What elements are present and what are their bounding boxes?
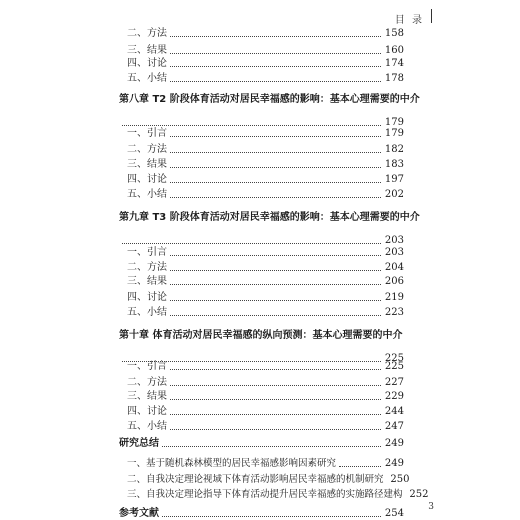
toc-page-number: 223 [384,307,404,318]
toc-entry-label: 三、自我决定理论指导下体育活动提升居民幸福感的实施路径建构 [127,489,403,500]
toc-entry-label: 一、基于随机森林模型的居民幸福感影响因素研究 [127,458,337,469]
toc-entry-row[interactable] [119,359,404,373]
toc-page-number: 203 [384,247,404,258]
toc-entry-label: 二、自我决定理论视域下体育活动影响居民幸福感的机制研究 [127,474,384,485]
page-number: 3 [428,502,434,512]
toc-entry-row[interactable] [119,487,429,501]
dot-leader [170,428,381,430]
dot-leader [170,80,381,82]
toc-entry-label: 五、小结 [127,73,167,84]
toc-entry-row[interactable] [119,375,404,389]
chapter-heading[interactable]: 第八章 T2 阶段体育活动对居民幸福感的影响：基本心理需要的中介 [119,94,420,105]
toc-entry-row[interactable] [119,126,404,140]
toc-page-number: 247 [384,421,404,432]
toc-entry-label: 参考文献 [119,508,159,519]
dot-leader [162,445,381,447]
dot-leader [170,65,381,67]
toc-entry-label: 四、讨论 [127,174,167,185]
dot-leader [170,151,381,153]
toc-page-number: 254 [384,508,404,519]
toc-entry-row[interactable] [119,419,404,433]
toc-entry-row[interactable] [119,172,404,186]
dot-leader [170,254,381,256]
toc-page-number: 227 [384,377,404,388]
toc-entry-row[interactable] [119,260,404,274]
toc-page-number: 160 [384,45,404,56]
toc-entry-label: 五、小结 [127,307,167,318]
header-divider [431,9,432,23]
toc-page-number: 249 [384,458,404,469]
dot-leader [170,181,381,183]
dot-leader [170,299,381,301]
toc-entry-label: 四、讨论 [127,292,167,303]
toc-page-number: 225 [384,353,404,364]
toc-entry-label: 二、方法 [127,144,167,155]
toc-entry-row[interactable] [119,274,404,288]
chapter-heading[interactable]: 第九章 T3 阶段体育活动对居民幸福感的影响：基本心理需要的中介 [119,212,420,223]
toc-page-number: 249 [384,438,404,449]
toc-page-number: 183 [384,159,404,170]
dot-leader [170,314,381,316]
toc-entry-label: 研究总结 [119,438,159,449]
dot-leader [170,166,381,168]
toc-entry-row[interactable] [119,472,410,486]
dot-leader [170,52,381,54]
toc-entry-row[interactable] [119,305,404,319]
dot-leader [339,465,381,467]
toc-entry-label: 二、方法 [127,262,167,273]
dot-leader [170,398,381,400]
toc-page-number: 178 [384,73,404,84]
toc-page-number: 206 [384,276,404,287]
toc-page-number: 179 [384,128,404,139]
dot-leader [170,135,381,137]
toc-page-number: 158 [384,28,404,39]
toc-entry-label: 二、方法 [127,28,167,39]
toc-page-number: 203 [384,235,404,246]
toc-section-row[interactable] [119,436,404,450]
dot-leader [170,368,381,370]
toc-entry-label: 二、方法 [127,377,167,388]
dot-leader [170,196,381,198]
toc-entry-label: 三、结果 [127,45,167,56]
toc-entry-label: 一、引言 [127,128,167,139]
toc-entry-row[interactable] [119,26,404,40]
dot-leader [170,384,381,386]
toc-page-number: 174 [384,58,404,69]
dot-leader [170,283,381,285]
toc-page-number: 250 [390,474,410,485]
dot-leader [170,269,381,271]
toc-entry-row[interactable] [119,56,404,70]
toc-page-number: 229 [384,391,404,402]
toc-entry-row[interactable] [119,142,404,156]
toc-entry-row[interactable] [119,389,404,403]
dot-leader [170,35,381,37]
toc-entry-row[interactable] [119,71,404,85]
toc-entry-label: 三、结果 [127,391,167,402]
toc-page-number: 197 [384,174,404,185]
dot-leader [170,413,381,415]
toc-section-row[interactable] [119,506,404,520]
toc-entry-label: 五、小结 [127,189,167,200]
toc-entry-label: 四、讨论 [127,406,167,417]
toc-page-number: 179 [384,117,404,128]
toc-entry-label: 三、结果 [127,276,167,287]
toc-entry-row[interactable] [119,157,404,171]
toc-entry-label: 一、引言 [127,247,167,258]
toc-entry-row[interactable] [119,187,404,201]
chapter-heading[interactable]: 第十章 体育活动对居民幸福感的纵向预测：基本心理需要的中介 [119,330,403,341]
toc-entry-row[interactable] [119,290,404,304]
toc-entry-label: 五、小结 [127,421,167,432]
toc-entry-row[interactable] [119,456,404,470]
toc-entry-row[interactable] [119,245,404,259]
toc-entry-label: 四、讨论 [127,58,167,69]
header-title: 目 录 [394,15,424,26]
toc-entry-row[interactable] [119,43,404,57]
toc-page-number: 202 [384,189,404,200]
toc-entry-label: 三、结果 [127,159,167,170]
toc-page-number: 244 [384,406,404,417]
toc-page-number: 219 [384,292,404,303]
dot-leader [122,242,381,244]
toc-entry-row[interactable] [119,404,404,418]
toc-page-number: 182 [384,144,404,155]
toc-entry-label: 一、引言 [127,361,167,372]
toc-page-number: 204 [384,262,404,273]
toc-page-number: 225 [384,361,404,372]
dot-leader [162,515,381,517]
toc-page-number: 252 [409,489,429,500]
